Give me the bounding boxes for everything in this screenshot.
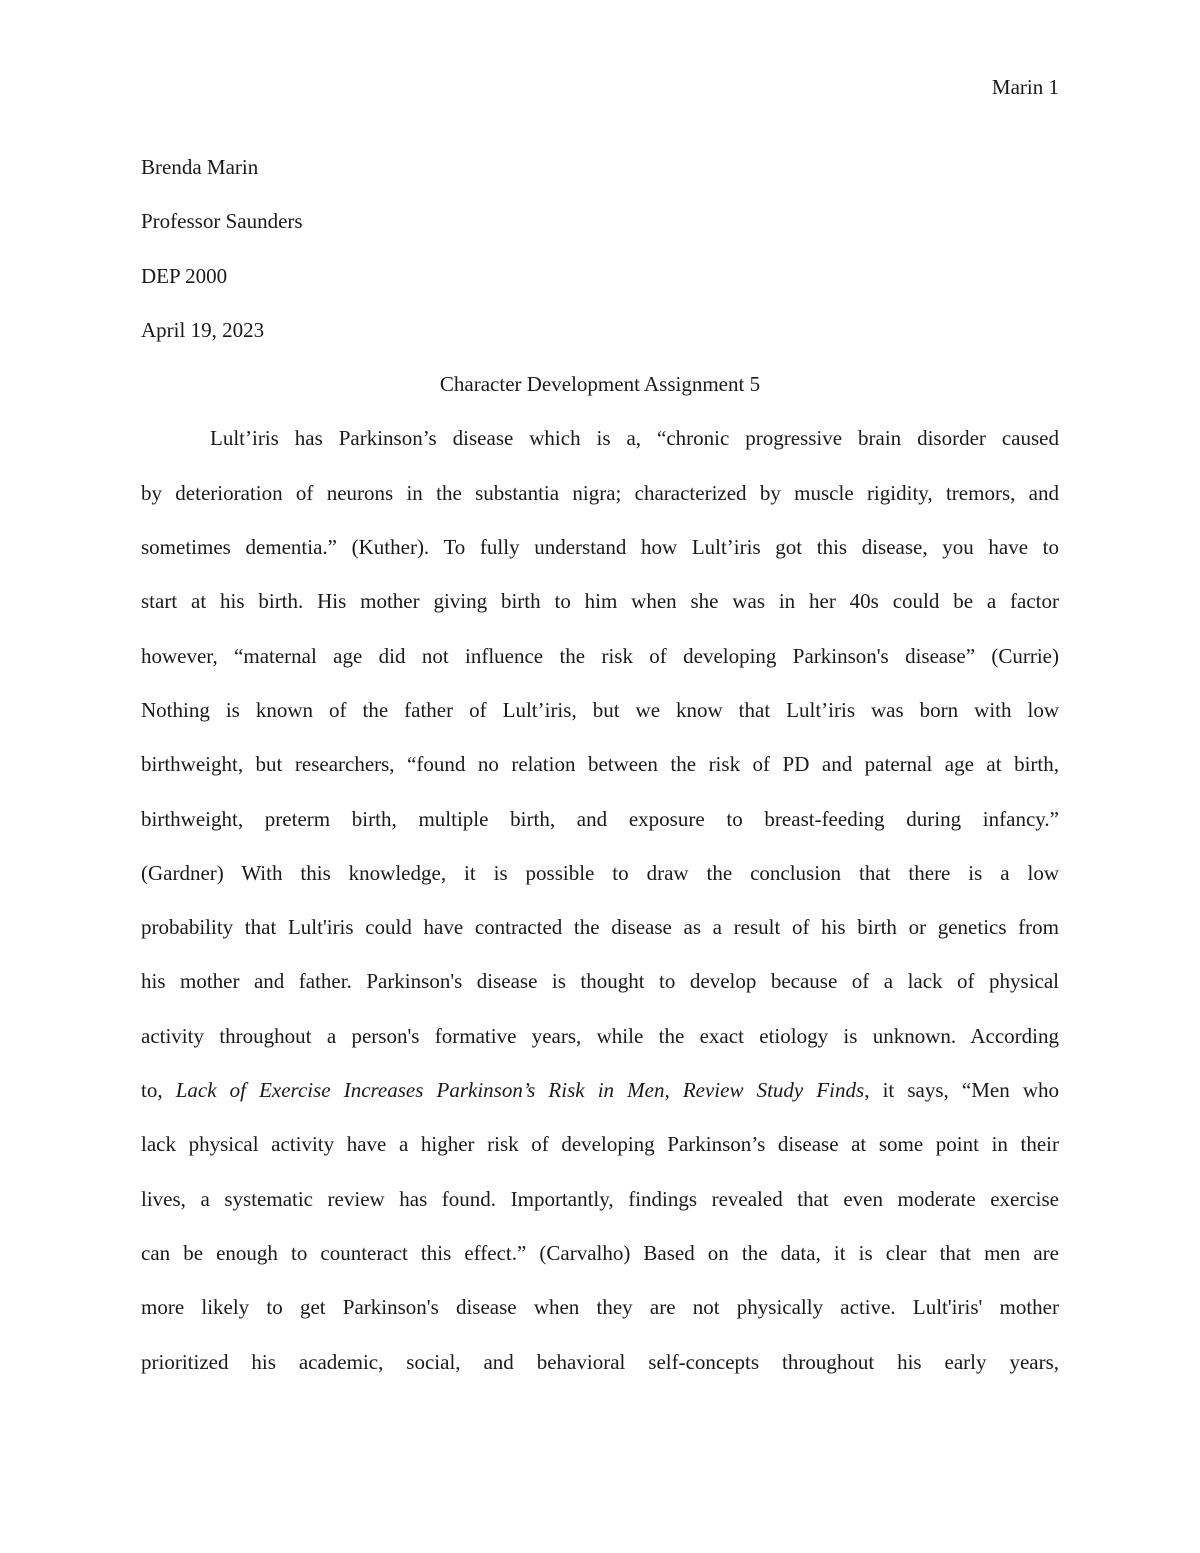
- paragraph-line: prioritized his academic, social, and behavioral self-concepts throughout his early years,: [141, 1349, 1059, 1374]
- paragraph-line: lack physical activity have a higher risk of developing Parkinson’s disease at some point in their: [141, 1132, 1059, 1157]
- professor-name: Professor Saunders: [141, 209, 303, 234]
- paragraph-line: sometimes dementia.” (Kuther). To fully understand how Lult’iris got this disease, you have to: [141, 535, 1059, 560]
- running-head: Marin 1: [991, 75, 1059, 99]
- assignment-date: April 19, 2023: [141, 317, 265, 342]
- course-code: DEP 2000: [141, 263, 228, 288]
- line-text: to,: [141, 1078, 176, 1103]
- line-text: , it says, “Men who: [864, 1078, 1059, 1103]
- paragraph-line: his mother and father. Parkinson's disease is thought to develop because of a lack of physical: [141, 969, 1059, 994]
- paragraph-line: (Gardner) With this knowledge, it is possible to draw the conclusion that there is a low: [141, 860, 1059, 885]
- article-title: Lack of Exercise Increases Parkinson’s Risk in Men, Review Study Finds: [175, 1078, 865, 1103]
- paragraph-line: Nothing is known of the father of Lult’iris, but we know that Lult’iris was born with low: [141, 697, 1059, 722]
- paragraph-line: birthweight, but researchers, “found no relation between the risk of PD and paternal age at birth,: [141, 752, 1059, 777]
- paragraph-line: probability that Lult'iris could have contracted the disease as a result of his birth or genetics from: [141, 915, 1059, 940]
- paragraph-line: however, “maternal age did not influence the risk of developing Parkinson's disease” (Currie): [141, 643, 1059, 668]
- paragraph-line: start at his birth. His mother giving birth to him when she was in her 40s could be a factor: [141, 589, 1059, 614]
- paragraph-line: activity throughout a person's formative years, while the exact etiology is unknown. According: [141, 1023, 1059, 1048]
- paragraph-line: lives, a systematic review has found. Importantly, findings revealed that even moderate exercise: [141, 1186, 1059, 1211]
- paper-title: Character Development Assignment 5: [439, 372, 761, 397]
- paragraph-line: birthweight, preterm birth, multiple birth, and exposure to breast-feeding during infancy.”: [141, 806, 1059, 831]
- paragraph-line: can be enough to counteract this effect.” (Carvalho) Based on the data, it is clear that men are: [141, 1240, 1059, 1265]
- paragraph-line-with-citation: [141, 1063, 1059, 1117]
- paragraph-line: by deterioration of neurons in the substantia nigra; characterized by muscle rigidity, tremors, and: [141, 480, 1059, 505]
- student-name: Brenda Marin: [141, 155, 259, 179]
- document-body: [141, 140, 1059, 1389]
- paragraph-line: Lult’iris has Parkinson’s disease which is a, “chronic progressive brain disorder caused: [210, 426, 1059, 451]
- paragraph-line: more likely to get Parkinson's disease when they are not physically active. Lult'iris' mother: [141, 1295, 1059, 1320]
